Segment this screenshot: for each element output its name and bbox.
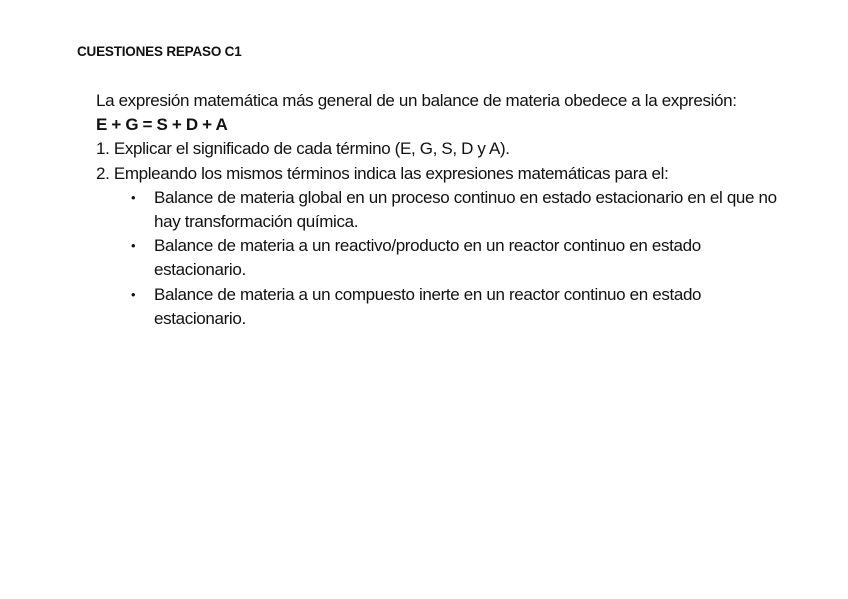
bullet-item	[96, 283, 796, 331]
bullet-item	[96, 234, 796, 282]
bullet-text: Balance de materia a un compuesto inerte en un reactor continuo en estado estacionario.	[154, 284, 702, 328]
question-1: 1. Explicar el significado de cada término (E, G, S, D y A).	[96, 139, 510, 159]
bullet-text: Balance de materia global en un proceso continuo en estado estacionario en el que no hay transformación química.	[154, 187, 777, 232]
slide-title: CUESTIONES REPASO C1	[77, 44, 242, 59]
question-2: 2. Empleando los mismos términos indica las expresiones matemáticas para el:	[96, 163, 669, 183]
bullet-list	[96, 186, 796, 331]
bullet-text: Balance de materia a un reactivo/producto en un reactor continuo en estado estacionario.	[154, 236, 701, 280]
intro-text: La expresión matemática más general de un balance de materia obedece a la expresión:	[96, 91, 737, 110]
bullet-icon: •	[131, 286, 136, 302]
bullet-icon: •	[131, 238, 136, 254]
bullet-item	[96, 186, 796, 234]
formula: E + G = S + D + A	[96, 115, 228, 135]
bullet-icon: •	[131, 189, 136, 205]
slide-content	[96, 89, 796, 331]
